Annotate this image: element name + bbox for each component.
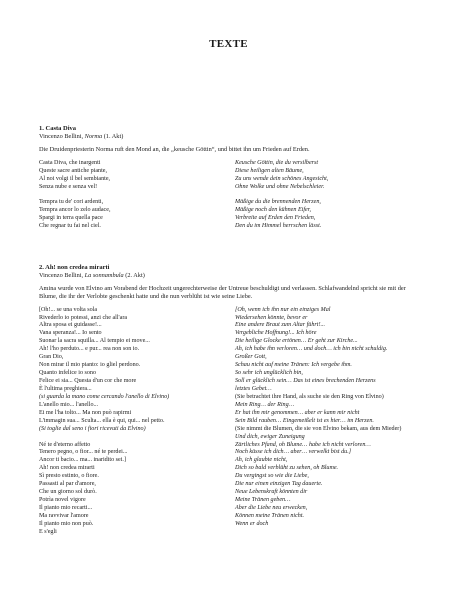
lyric-line: Né te d'eterno affetto — [39, 441, 91, 448]
lyric-line: Ah! non credea mirarti — [39, 465, 95, 472]
lyric-line: Il pianto mio non può. — [39, 520, 94, 527]
lyric-line: E s'egli — [39, 528, 57, 535]
lyric-line: Vergebliche Hoffnung!... Ich höre — [235, 330, 317, 337]
lyric-line: Schau nicht auf meine Tränen: Ich vergebe ihm. — [235, 362, 352, 369]
lyric-line: Neue Lebenskraft könnten dir — [235, 489, 308, 496]
composer: Vincenzo Bellini, — [39, 272, 84, 279]
original-lyrics — [39, 160, 224, 231]
lyric-line: Queste sacre antiche piante, — [39, 167, 108, 174]
lyric-line: Soll er glücklich sein… Das ist eines brechenden Herzens — [235, 378, 376, 385]
lyric-line: Aber die Liebe neu erwecken, — [235, 505, 308, 512]
opera-title: La sonnambula — [84, 272, 124, 279]
lyric-line: Al noi volgi il bel sembiante, — [39, 175, 111, 182]
lyric-line: Suonar la sacra squilla... Al tempio ei move... — [39, 338, 150, 345]
lyric-line: Diese heiligen alten Bäume, — [235, 167, 304, 174]
lyric-line: So sehr ich unglücklich bin, — [235, 370, 303, 377]
lyric-line: Quanto infelice io sono — [39, 370, 97, 377]
section-non-credea — [39, 264, 419, 535]
lyric-line: Ah, ich habe ihn verloren… und doch… ich bin nicht schuldig. — [235, 346, 388, 353]
section-heading: 2. Ah! non credea mirarti — [39, 264, 110, 271]
lyric-line: Ah, ich glaubte nicht, — [235, 457, 288, 464]
lyric-line: letztes Gebet… — [235, 385, 272, 392]
lyric-line: Altra sposa ei guidasse!... — [39, 322, 102, 329]
lyric-line: Mäßige noch den kühnen Eifer, — [235, 207, 311, 214]
lyric-line: (si guarda la mano come cercando l'anello di Elvino) — [39, 393, 170, 400]
lyric-line: Wenn er doch — [235, 520, 269, 527]
composer: Vincenzo Bellini, — [39, 133, 84, 140]
lyric-line: Ancor ti bacio... ma... inaridito sei.] — [39, 457, 126, 464]
lyric-line: Vana speranza!... Io sento — [39, 330, 102, 337]
lyric-line: Und dich, ewiger Zuneigung — [235, 433, 305, 440]
act: (2. Akt) — [125, 272, 145, 279]
translated-lyrics — [235, 160, 420, 231]
lyric-line: Passasti al par d'amore, — [39, 481, 96, 488]
lyric-line: Sì presto estinto, o fiore. — [39, 473, 99, 480]
lyric-line: Eine andere Braut zum Altar führt!... — [235, 322, 326, 329]
lyric-line: Che un giorno sol durò. — [39, 489, 97, 496]
lyric-line — [39, 434, 224, 442]
lyric-line: [Oh!... se una volta sola — [39, 306, 98, 313]
translated-lyrics — [235, 307, 420, 529]
lyric-line: Zu uns wende dein schönes Angesicht, — [235, 175, 329, 182]
lyric-line: (Sie betrachtet ihre Hand, als suche sie den Ring von Elvino) — [235, 393, 384, 400]
lyric-line: Du vergingst so wie die Liebe, — [235, 473, 309, 480]
lyric-line — [39, 192, 224, 200]
act: (1. Akt) — [103, 133, 124, 140]
lyric-line: Die heilige Glocke ertönen… Er geht zur Kirche... — [235, 338, 358, 345]
lyric-line: È l'ultima preghiera... — [39, 385, 92, 392]
lyric-line: Können meine Tränen nicht. — [235, 512, 305, 519]
lyric-line: Mäßige du die brennenden Herzen, — [235, 199, 321, 206]
lyric-line: Tempra tu de' cori ardenti, — [39, 199, 104, 206]
original-lyrics — [39, 307, 224, 537]
lyric-line: Felice ei sia... Questa d'un cor che more — [39, 378, 137, 385]
lyric-line: (Si toglie dal seno i fiori ricevuti da Elvino) — [39, 425, 146, 432]
lyric-line: Wiedersehen könnte, bevor er — [235, 314, 308, 321]
lyric-line: (Sie nimmt die Blumen, die sie von Elvino bekam, aus dem Mieder) — [235, 425, 402, 432]
lyric-line: Er hat ihn mir genommen… aber er kann mir nicht — [235, 409, 360, 416]
lyric-line: Großer Gott, — [235, 354, 267, 361]
section-subtitle — [39, 133, 419, 141]
lyric-line: Noch küsse ich dich… aber… verwelkt bist du.] — [235, 449, 352, 456]
lyric-line: Casta Diva, che inargenti — [39, 159, 101, 166]
opera-title: Norma — [84, 133, 103, 140]
lyric-line: Mein Ring… der Ring… — [235, 401, 295, 408]
lyric-line: Gran Dio, — [39, 354, 64, 361]
lyric-line: Die nur einen einzigen Tag dauerte. — [235, 481, 323, 488]
lyric-line: L'anello mio... l'anello... — [39, 401, 99, 408]
lyric-line: Sein Bild rauben… Eingemeißelt ist es hier… im Herzen. — [235, 417, 374, 424]
lyric-line: Che regnar tu fai nel ciel. — [39, 223, 101, 230]
section-subtitle — [39, 272, 419, 280]
lyric-line: Den du im Himmel herrschen lässt. — [235, 223, 322, 230]
lyric-line: Tenero pegno, o fior... né te perdei... — [39, 449, 128, 456]
lyric-line: Meine Tränen geben… — [235, 497, 291, 504]
lyric-line: Dich so bald verblüht zu sehen, oh Blume. — [235, 465, 339, 472]
lyric-line: Potrìa novel vigore — [39, 497, 86, 504]
lyric-line: Non mirar il mio pianto: io gliel perdono. — [39, 362, 141, 369]
lyric-line: L'immagin sua... Sculta... ella è qui, qui... nel petto. — [39, 417, 165, 424]
lyric-line: Rivederlo io potessi, anzi che all'ara — [39, 314, 128, 321]
lyric-line: Keusche Göttin, die du versilberst — [235, 159, 319, 166]
lyric-line: Spargi in terra quella pace — [39, 215, 103, 222]
lyric-line: Ei me l'ha tolto... Ma non può rapirmi — [39, 409, 132, 416]
lyric-line: Zärtliches Pfand, oh Blume… habe ich nicht verloren… — [235, 441, 371, 448]
page-title: TEXTE — [209, 38, 248, 50]
lyric-line: Ah! l'ho perduto... e pur... rea non son io. — [39, 346, 140, 353]
lyric-line: Senza nube e senza vel! — [39, 183, 98, 190]
lyric-line: Ma ravvivar l'amore — [39, 512, 89, 519]
section-intro: Die Druidenpriesterin Norma ruft den Mond an, die „keusche Göttin“, und bittet ihn um Frieden auf Erden. — [39, 146, 310, 153]
section-heading: 1. Casta Diva — [39, 125, 77, 132]
lyric-line: Verbreite auf Erden den Frieden, — [235, 215, 316, 222]
lyric-line: Tempra ancor lo zelo audace, — [39, 207, 111, 214]
section-intro: Amina wurde von Elvino am Vorabend der Hochzeit ungerechterweise der Untreue beschuldigt und verlassen. Schlafwandelnd spricht sie mit der Blume, die ihr der Verlobte geschenkt hatte und die nun verblüht ist wie seine Liebe. — [39, 285, 406, 300]
lyric-line: [Oh, wenn ich ihn nur ein einziges Mal — [235, 306, 331, 313]
lyric-line: Ohne Wolke und ohne Nebelschleier. — [235, 183, 325, 190]
lyric-line: Il pianto mio recarti... — [39, 505, 93, 512]
section-casta-diva — [39, 125, 419, 230]
